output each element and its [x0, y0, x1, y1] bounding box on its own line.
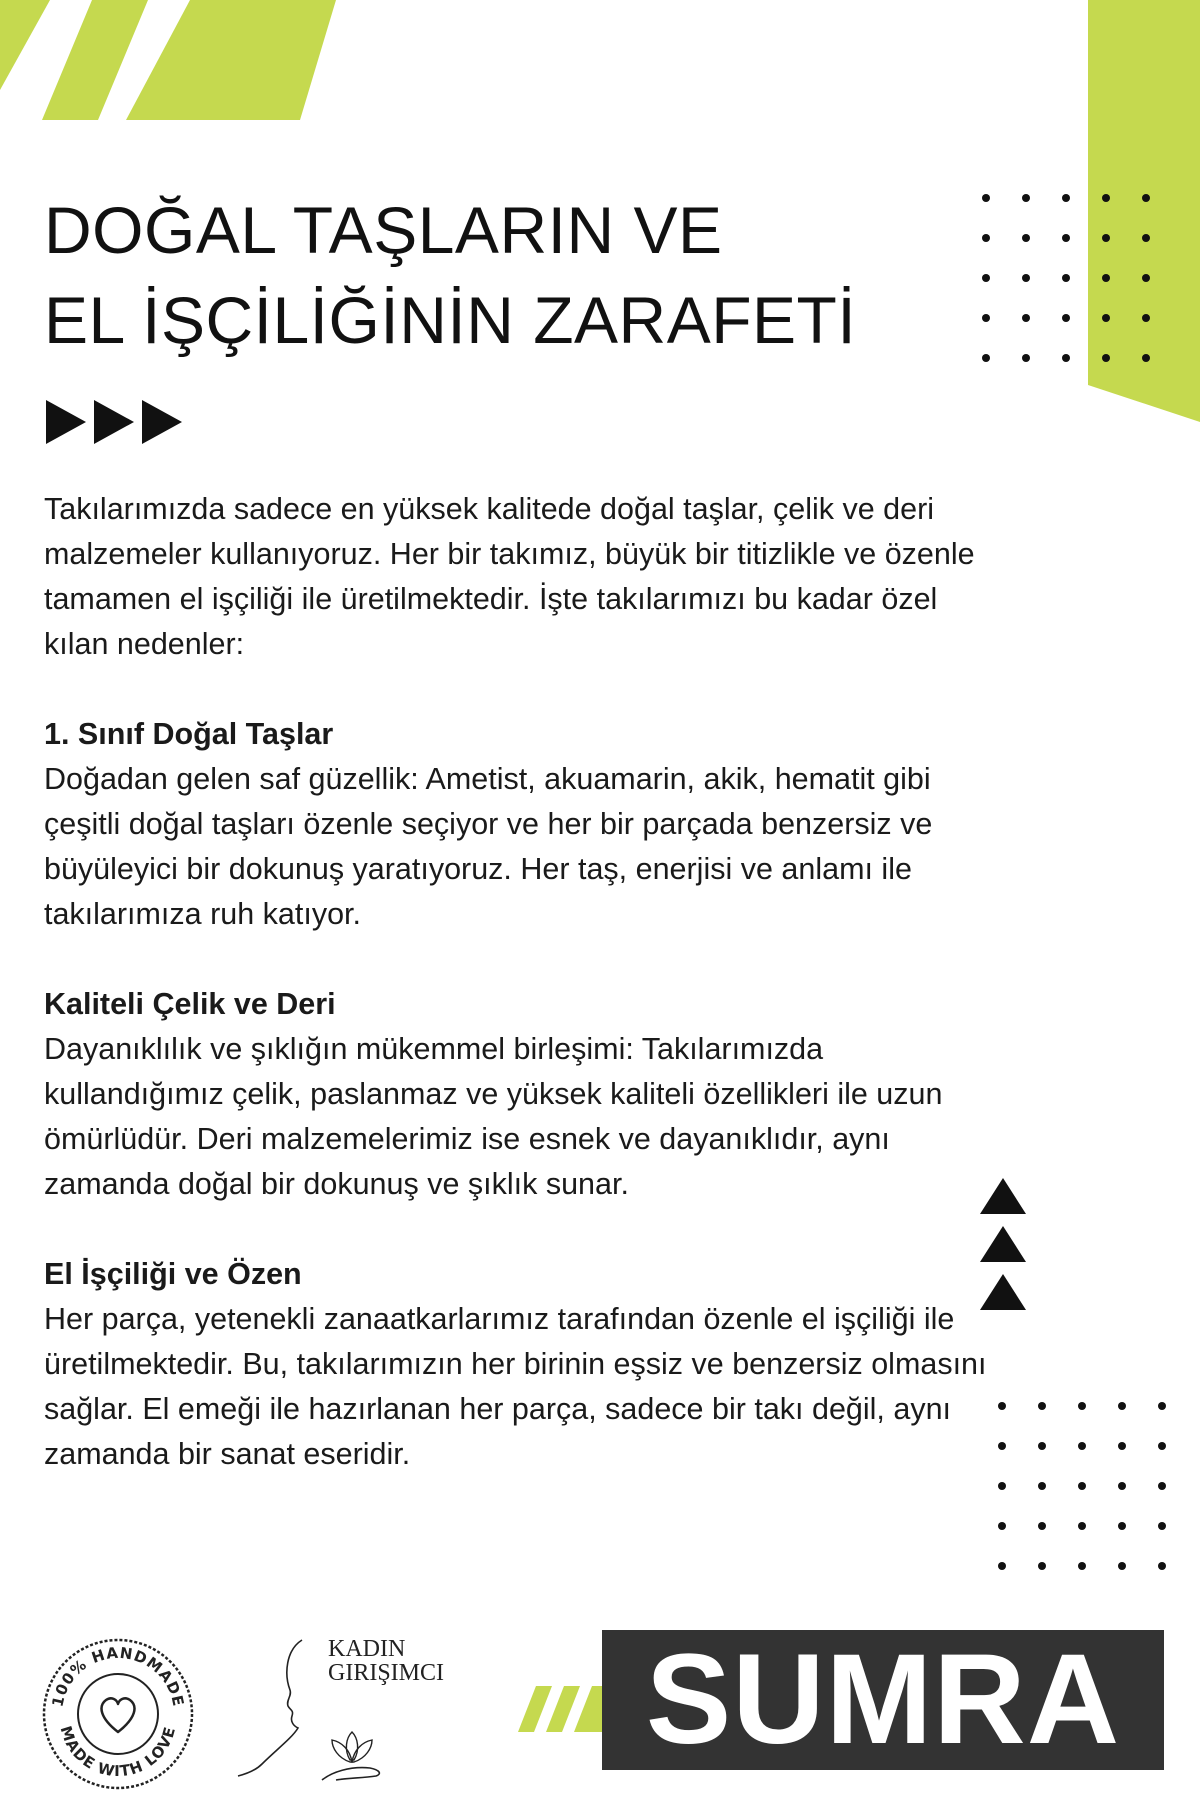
section-heading: 1. Sınıf Doğal Taşlar — [44, 717, 334, 751]
title-line-2: EL İŞÇİLİĞİNİN ZARAFETİ — [44, 283, 857, 357]
brand-logo: SUMRA — [602, 1630, 1164, 1770]
partner-logo-line-1: KADIN — [328, 1636, 406, 1662]
svg-text:MADE WITH LOVE: MADE WITH LOVE — [56, 1723, 180, 1781]
partner-logo-line-2: GIRIŞIMCI — [328, 1660, 445, 1686]
page-title — [44, 185, 944, 365]
up-triangles-icon — [980, 1178, 1026, 1314]
title-line-1: DOĞAL TAŞLARIN VE — [44, 193, 723, 267]
dot-grid-bottom — [998, 1402, 1166, 1570]
heart-icon — [102, 1698, 135, 1732]
section-body: Dayanıklılık ve şıklığın mükemmel birleşimi: Takılarımızda kullandığımız çelik, paslanmaz ve yüksek kaliteli özellikleri ile uzun ömürlüdür. Deri malzemelerimiz ise esnek ve dayanıklıdır, aynı zamanda doğal bir dokunuş ve şıklık sunar. — [44, 1032, 943, 1201]
intro-paragraph: Takılarımızda sadece en yüksek kalitede doğal taşlar, çelik ve deri malzemeler kullanıyoruz. Her bir takımız, büyük bir titizlikle ve özenle tamamen el işçiliği ile üretilmektedir. İşte takılarımızı bu kadar özel kılan nedenler: — [44, 492, 975, 661]
handmade-seal — [40, 1636, 196, 1792]
dot-grid-top — [982, 194, 1150, 362]
section-body: Doğadan gelen saf güzellik: Ametist, akuamarin, akik, hematit gibi çeşitli doğal taşları özenle seçiyor ve her bir parçada benzersiz ve büyüleyici bir dokunuş yaratıyoruz. Her taş, enerjisi ve anlamı ile takılarımıza ruh katıyor. — [44, 762, 933, 931]
svg-text:100% HANDMADE: 100% HANDMADE — [48, 1643, 188, 1709]
partner-logo-text — [328, 1637, 468, 1685]
section-heading: Kaliteli Çelik ve Deri — [44, 987, 336, 1021]
section-body: Her parça, yetenekli zanaatkarlarımız tarafından özenle el işçiliği ile üretilmektedir. Bu, takılarımızın her birinin eşsiz ve benzersiz olmasını sağlar. El emeği ile hazırlanan her parça, sadece bir takı değil, aynı zamanda bir sanat eseridir. — [44, 1302, 987, 1471]
main-content — [44, 487, 994, 1477]
arrow-triangles-icon — [46, 400, 186, 446]
section-heading: El İşçiliği ve Özen — [44, 1257, 302, 1291]
top-left-stripes — [0, 0, 340, 120]
